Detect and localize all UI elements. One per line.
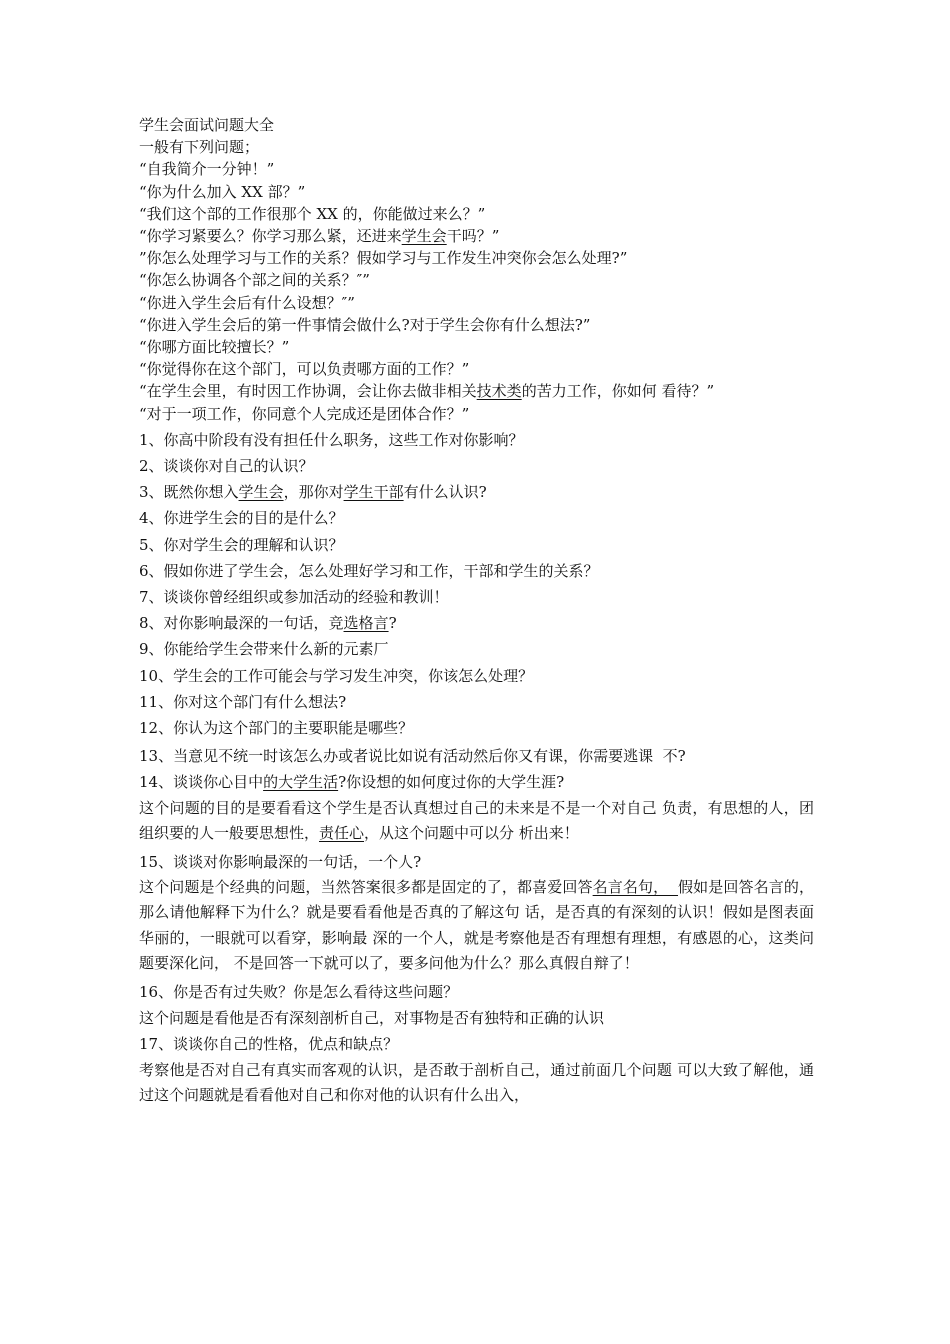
quote-question: ”你怎么处理学习与工作的关系？假如学习与工作发生冲突你会怎么处理?” — [139, 249, 628, 268]
text-run: 这个问题的目的是要看看这个学生是否认真想过自己的未来是不是一个对自己 负责，有思想的人，团组织要的人一般要思想性， — [139, 798, 814, 843]
numbered-question: 11、你对这个部门有什么想法? — [139, 692, 347, 711]
numbered-question — [139, 481, 814, 503]
quote-question: “我们这个部的工作很那个 XX 的，你能做过来么？” — [139, 204, 486, 223]
quote-question: “你进入学生会后的第一件事情会做什么?对于学生会你有什么想法?” — [139, 315, 591, 334]
text-run: “你学习紧要么？你学习那么紧，还进来 — [139, 227, 402, 246]
numbered-question: 10、学生会的工作可能会与学习发生冲突，你该怎么处理？ — [139, 666, 534, 685]
document-body — [139, 114, 814, 1109]
numbered-question: 2、谈谈你对自己的认识？ — [139, 457, 314, 476]
text-run: “在学生会里，有时因工作协调，会让你去做非相关 — [139, 382, 477, 401]
text-run: ?你设想的如何度过你的大学生涯? — [338, 773, 565, 792]
underlined-link[interactable]: 学生会 — [238, 483, 284, 502]
numbered-question: 17、谈谈你自己的性格，优点和缺点？ — [139, 1035, 399, 1054]
answer-paragraph — [139, 796, 814, 847]
text-run: 这个问题是个经典的问题，当然答案很多都是固定的了，都喜爱回答 — [139, 877, 593, 896]
text-run: 干吗？” — [446, 227, 500, 246]
text-run: 有什么认识? — [403, 483, 487, 502]
underlined-link[interactable]: 学生干部 — [343, 483, 404, 502]
numbered-question: 1、你高中阶段有没有担任什么职务，这些工作对你影响？ — [139, 430, 524, 449]
text-run: 假如是回答名言的，那么请他解释下为什么？就是要看看他是否真的了解这句 话，是否真的有深刻的认识！假如是图表面华丽的，一眼就可以看穿，影响最 深的一个人，就是考察他是否有理想有理想，有感恩的心，这类问题要深化问， 不是回答一下就可以了，要多问他为什么？那么真假自辩了！ — [139, 877, 814, 973]
text-run: ，那你对 — [283, 483, 344, 502]
text-run: 3、既然你想入 — [139, 483, 239, 502]
numbered-question: 7、谈谈你曾经组织或参加活动的经验和教训！ — [139, 588, 449, 607]
numbered-question: 16、你是否有过失败？你是怎么看待这些问题？ — [139, 982, 459, 1001]
underlined-link[interactable]: 的大学生活 — [263, 773, 339, 792]
answer-paragraph — [139, 875, 814, 977]
quote-question: “对于一项工作，你同意个人完成还是团体合作？” — [139, 404, 470, 423]
underlined-link[interactable]: 学生会 — [401, 227, 447, 246]
numbered-question: 15、谈谈对你影响最深的一句话，一个人? — [139, 852, 422, 871]
answer-paragraph: 考察他是否对自己有真实而客观的认识，是否敢于剖析自己，通过前面几个问题 可以大致了解他，通过这个问题就是看看他对自己和你对他的认识有什么出入， — [139, 1060, 814, 1104]
answer-paragraph: 这个问题是看他是否有深刻剖析自己，对事物是否有独特和正确的认识 — [139, 1009, 605, 1028]
quote-question: “你为什么加入 XX 部？” — [139, 182, 306, 201]
document-title: 学生会面试问题大全 — [139, 116, 275, 134]
text-run: 8、对你影响最深的一句话，竞 — [139, 614, 344, 633]
quote-question: “你怎么协调各个部之间的关系？″” — [139, 271, 370, 290]
quote-question: “自我简介一分钟！” — [139, 160, 275, 179]
text-run: 的苦力工作，你如何 看待？” — [521, 382, 715, 401]
quote-question — [139, 380, 814, 402]
text-run: ? — [388, 614, 397, 633]
numbered-question: 5、你对学生会的理解和认识？ — [139, 535, 344, 554]
numbered-question: 9、你能给学生会带来什么新的元素厂 — [139, 640, 389, 659]
numbered-question — [139, 771, 814, 793]
quote-question: “你进入学生会后有什么设想？″” — [139, 293, 355, 312]
numbered-question: 12、你认为这个部门的主要职能是哪些？ — [139, 719, 414, 738]
quote-question: “你哪方面比较擅长？” — [139, 338, 290, 357]
text-run: ，从这个问题中可以分 析出来！ — [364, 824, 579, 843]
underlined-link[interactable]: 名言名句， — [592, 877, 679, 896]
intro-line: 一般有下列问题； — [139, 138, 260, 157]
quote-question — [139, 225, 814, 247]
quote-question: “你觉得你在这个部门，可以负责哪方面的工作？” — [139, 360, 470, 379]
text-run: 14、谈谈你心目中 — [139, 773, 264, 792]
underlined-link[interactable]: 技术类 — [476, 382, 522, 401]
numbered-question: 6、假如你进了学生会，怎么处理好学习和工作，干部和学生的关系？ — [139, 561, 599, 580]
numbered-question: 4、你进学生会的目的是什么？ — [139, 509, 344, 528]
numbered-question: 13、当意见不统一时该怎么办或者说比如说有活动然后你又有课，你需要逃课 不? — [139, 747, 686, 766]
underlined-link[interactable]: 责任心 — [319, 824, 365, 843]
numbered-question — [139, 612, 814, 634]
underlined-link[interactable]: 选格言 — [343, 614, 389, 633]
